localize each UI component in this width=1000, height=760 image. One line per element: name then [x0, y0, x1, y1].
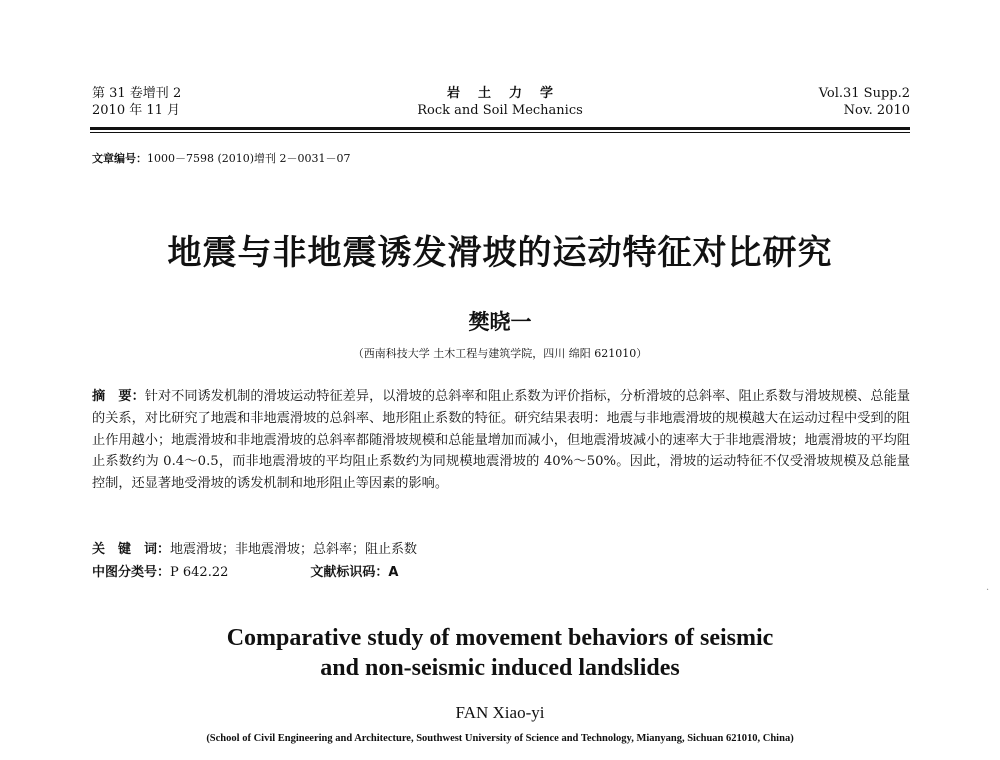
- journal-name-zh: 岩土力学: [446, 86, 571, 101]
- abstract-label: 摘 要：: [92, 389, 145, 404]
- paper-title-en-line1: Comparative study of movement behaviors of seismic: [226, 625, 774, 651]
- affiliation-en: (School of Civil Engineering and Architecture, Southwest University of Science and Technology, Mianyang, Sichuan 621010, China): [206, 733, 794, 744]
- author-name-zh: 樊晓一: [468, 310, 532, 334]
- keywords-zh: [92, 538, 417, 557]
- header-rule-thick: [90, 127, 910, 130]
- abstract-text: 针对不同诱发机制的滑坡运动特征差异，以滑坡的总斜率和阻止系数为评价指标，分析滑坡的总斜率、阻止系数与滑坡规模、总能量的关系，对比研究了地震和非地震滑坡的总斜率、地形阻止系数的特征。研究结果表明：地震与非地震滑坡的规模越大在运动过程中受到的阻止作用越小；地震滑坡和非地震滑坡的总斜率都随滑坡规模和总能量增加而减小，但地震滑坡减小的速率大于非地震滑坡；地震滑坡的平均阻止系数约为 0.4～0.5，而非地震滑坡的平均阻止系数约为同规模地震滑坡的 40%～50%。因此，滑坡的运动特征不仅受滑坡规模及总能量控制，还显著地受滑坡的诱发机制和地形阻止等因素的影响。: [92, 389, 911, 492]
- classification-label: 中图分类号：: [92, 565, 171, 580]
- keywords-label: 关 键 词：: [92, 542, 171, 557]
- classification-line: [92, 561, 398, 580]
- journal-issue-en-block: [819, 85, 910, 119]
- journal-name-en: Rock and Soil Mechanics: [417, 103, 583, 118]
- document-code-value: A: [388, 565, 399, 580]
- article-number: [92, 150, 351, 166]
- journal-issue-block: [92, 85, 181, 119]
- affiliation-zh: （西南科技大学 土木工程与建筑学院，四川 绵阳 621010）: [352, 347, 648, 360]
- scan-speck: ·: [986, 585, 990, 596]
- journal-volume-en: Vol.31 Supp.2: [818, 86, 910, 101]
- header-rule-thin: [90, 132, 910, 133]
- classification-value: P 642.22: [170, 565, 229, 580]
- article-number-value: 1000－7598 (2010)增刊 2－0031－07: [147, 152, 351, 165]
- abstract-zh: [92, 386, 910, 495]
- paper-title-en-line2: and non-seismic induced landslides: [320, 655, 680, 681]
- paper-title-zh: 地震与非地震诱发滑坡的运动特征对比研究: [167, 233, 833, 273]
- keywords-text: 地震滑坡；非地震滑坡；总斜率；阻止系数: [170, 542, 418, 557]
- journal-date-zh: 2010 年 11 月: [92, 103, 181, 118]
- article-number-label: 文章编号：: [92, 152, 147, 165]
- document-code-label: 文献标识码：: [310, 565, 389, 580]
- journal-volume-zh: 第 31 卷增刊 2: [92, 86, 182, 101]
- paper-title-en: [0, 623, 1000, 683]
- author-name-en: FAN Xiao-yi: [455, 703, 545, 722]
- journal-name-block: [390, 85, 610, 119]
- journal-date-en: Nov. 2010: [843, 103, 910, 118]
